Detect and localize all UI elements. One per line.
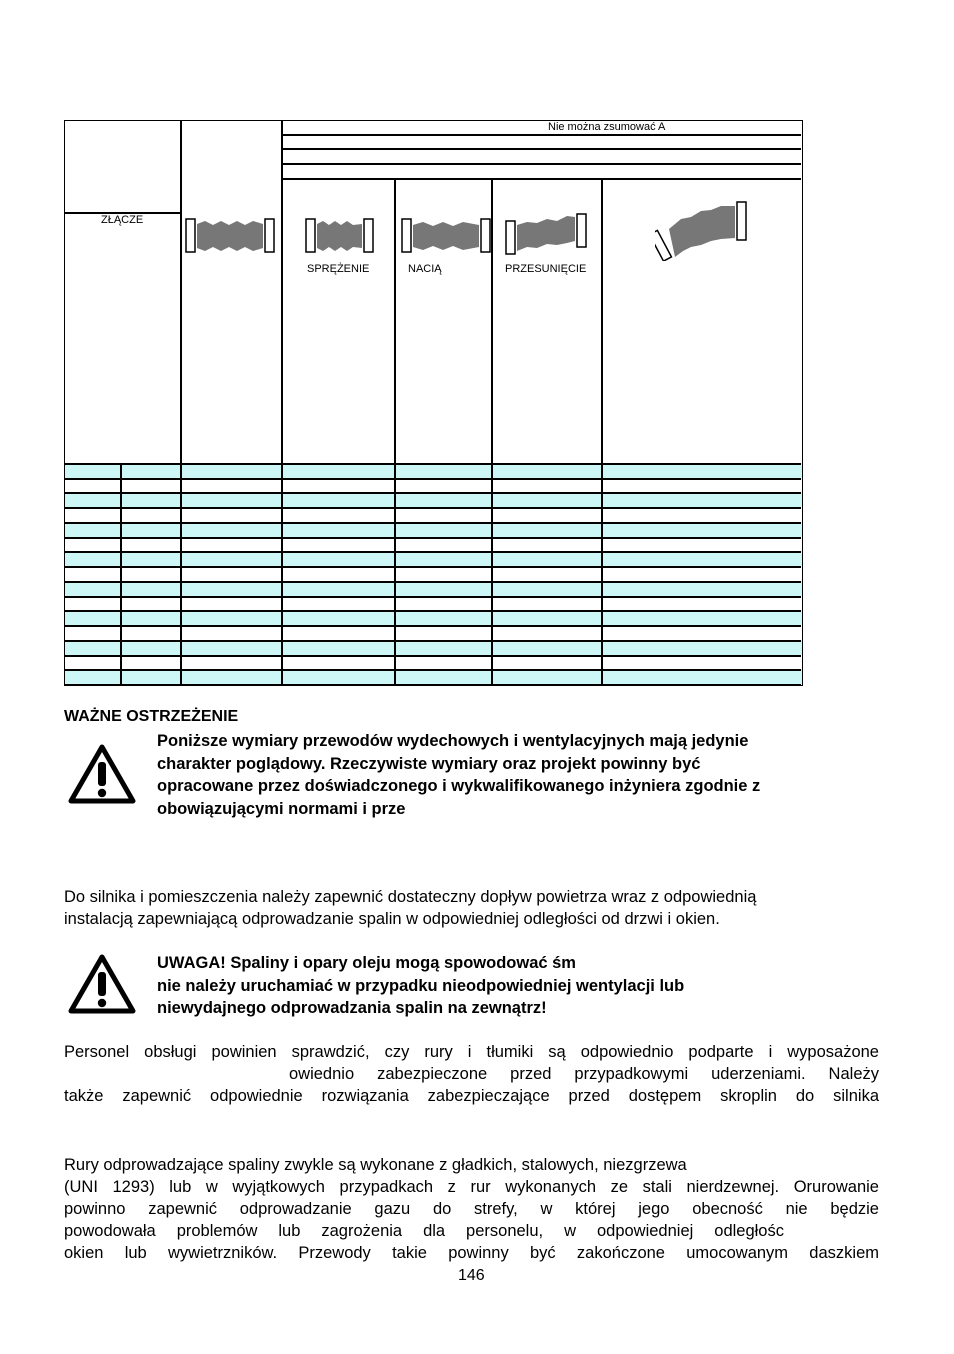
table-hline <box>65 551 801 553</box>
table-hline <box>65 655 801 657</box>
paragraph-line: okien lub wywietrzników. Przewody takie powinny być zakończone umocowanym daszkiem <box>64 1244 879 1262</box>
page-number: 146 <box>458 1267 485 1284</box>
table-hline <box>65 596 801 598</box>
table-hline <box>281 134 801 136</box>
paragraph-line: (UNI 1293) lub w wyjątkowych przypadkach z rur wykonanych ze stali nierdzewnej. Orurowanie <box>64 1178 879 1196</box>
paragraph-line: także zapewnić odpowiednie rozwiązania zabezpieczające przed dostępem skroplin do silnika <box>64 1087 879 1105</box>
table-hline <box>65 507 801 509</box>
warning-triangle-icon <box>68 744 136 804</box>
paragraph-line: powodowała problemów lub zagrożenia dla personelu, w odpowiedniej odległośc <box>64 1222 784 1240</box>
warning1-line: Poniższe wymiary przewodów wydechowych i wentylacyjnych mają jedynie <box>157 732 749 750</box>
table-hline <box>65 478 801 480</box>
table-vline <box>120 463 122 685</box>
table-band <box>65 640 802 655</box>
bellows-angular-icon <box>655 201 751 261</box>
table-hline <box>65 581 801 583</box>
bellows-axial-icon <box>185 217 279 255</box>
warning1-line: charakter poglądowy. Rzeczywiste wymiary oraz projekt powinny być <box>157 754 701 773</box>
table-hline <box>65 566 801 568</box>
table-hline <box>281 148 801 150</box>
warning2-text <box>157 952 684 1020</box>
table-vline <box>180 121 182 685</box>
warning1-text <box>157 730 760 820</box>
table-hline <box>65 640 801 642</box>
table-hline <box>65 463 801 465</box>
table-band <box>65 492 802 507</box>
warning2-line: niewydajnego odprowadzania spalin na zewnątrz! <box>157 999 547 1017</box>
paragraph-ventilation <box>64 886 756 930</box>
bellows-offset-icon <box>505 213 591 255</box>
joint-table <box>64 120 803 686</box>
table-hline <box>281 178 801 180</box>
column-label-compression: SPRĘŻENIE <box>307 263 370 275</box>
table-band <box>65 551 802 566</box>
warning2-line: UWAGA! Spaliny i opary oleju mogą spowodować śm <box>157 954 576 972</box>
paragraph-line: instalacją zapewniającą odprowadzanie spalin w odpowiedniej odległości od drzwi i okien. <box>64 910 720 928</box>
bellows-compression-icon <box>305 217 377 255</box>
table-hline <box>65 537 801 539</box>
paragraph-supports <box>64 1041 879 1107</box>
table-top-header: Nie można zsumować A <box>548 121 666 133</box>
table-hline <box>65 610 801 612</box>
paragraph-line: owiednio zabezpieczone przed przypadkowymi uderzeniami. Należy <box>289 1065 879 1083</box>
warning-triangle-icon <box>68 954 136 1014</box>
paragraph-pipes <box>64 1154 879 1264</box>
table-hline <box>281 163 801 165</box>
warning1-line: obowiązującymi normami i prze <box>157 799 406 818</box>
column-label-offset: PRZESUNIĘCIE <box>505 263 587 275</box>
table-hline <box>65 492 801 494</box>
column-label-tension: NACIĄ <box>408 263 442 275</box>
paragraph-line: Do silnika i pomieszczenia należy zapewnić dostateczny dopływ powietrza wraz z odpowiednią <box>64 888 757 906</box>
warning-heading: WAŻNE OSTRZEŻENIE <box>64 708 239 725</box>
table-band <box>65 522 802 537</box>
paragraph-line: Personel obsługi powinien sprawdzić, czy rury i tłumiki są odpowiednio podparte i wyposażone <box>64 1043 879 1061</box>
bellows-tension-icon <box>401 217 493 255</box>
table-hline <box>65 669 801 671</box>
table-hline <box>65 625 801 627</box>
paragraph-line: Rury odprowadzające spaliny zwykle są wykonane z gładkich, stalowych, niezgrzewa <box>64 1156 687 1174</box>
table-hline <box>65 684 801 686</box>
table-vline <box>281 121 283 685</box>
warning1-line: opracowane przez doświadczonego i wykwalifikowanego inżyniera zgodnie z <box>157 777 761 795</box>
table-band <box>65 669 802 684</box>
paragraph-line: powinno zapewnić odprowadzanie gazu do strefy, w której jego obecność nie będzie <box>64 1200 879 1218</box>
table-row-label: ZŁĄCZE <box>101 214 144 226</box>
table-band <box>65 610 802 625</box>
table-band <box>65 581 802 596</box>
warning2-line: nie należy uruchamiać w przypadku nieodpowiedniej wentylacji lub <box>157 976 685 995</box>
table-hline <box>65 522 801 524</box>
table-band <box>65 463 802 478</box>
